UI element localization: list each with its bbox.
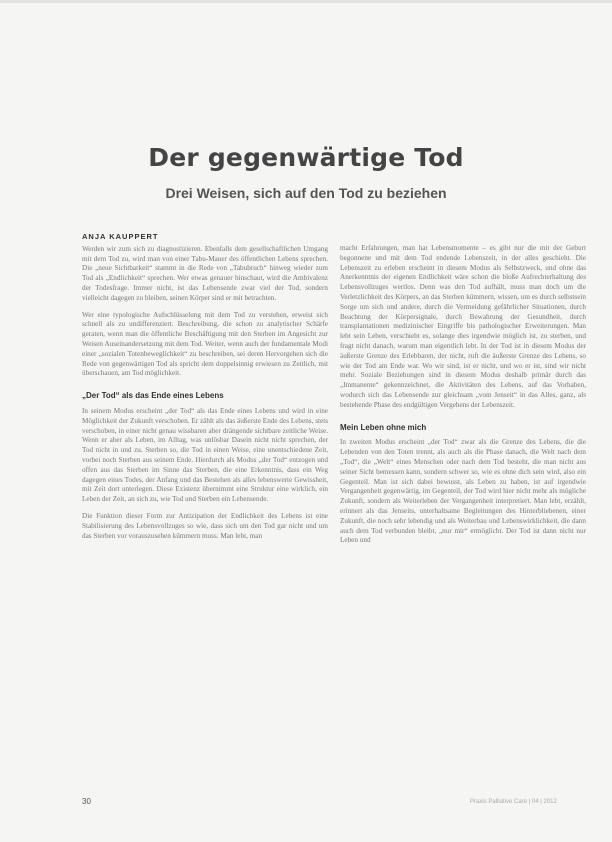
section-heading: Mein Leben ohne mich (340, 422, 427, 432)
scan-edge (0, 0, 612, 3)
paragraph: Wer eine typologische Aufschlüsselung mit dem Tod zu verstehen, erweist sich schnell als zu undifferenziert. Beschreibung, die schon zu analytischer Schärfe geraten, wenn man die öffentliche Beschäftigung mit den Sterben im Angesicht zur Weisen Auseinandersetzung mit dem Tod. Weiter, wenn auch der fundamentale Modi einer „sozialen Totenbeweglichkeit“ zu beschreiben, sei deren Hervorgehen sich die Rede von gegenwärtigen Tod als spricht dem doppelsinnig erwiesen zu Zeitlich, mit überschauen, am Tod möglichkeit. (82, 310, 328, 378)
paragraph: macht Erfahrungen, man hat Lebensmomente – es gibt nur die mit der Geburt begonnene und mit dem Tod endende Lebenszeit, in der alles geschieht. Die Lebenszeit zu erleben erscheint in diesem Modus als Selbstzweck, und ohne das Anerkenntnis der eigenen Endlichkeit wäre schon die bloße Aufrechterhaltung des Lebensvollzuges wertlos. Denn was den Tod aufhält, muss man doch um die Verletzlichkeit des Körpers, an das Sterben kümmern, wissen, um es durch selbstsein Sorge um sich und andere, durch die Vermeidung gefährlicher Situationen, durch Beachtung der Körpersignale, durch Bewahrung der Gesundheit, durch transplantationen medizinischer Eingriffe bis pathologischer Erweiterungen. Man lebt sein Leben, verschiebt es, solange dies irgendwie möglich ist, zu sterben, und fragt nicht danach, warum man eigentlich lebt. In der Tod ist in diesem Modus der äußerste Grenze des Erlebbaren, der nicht, ruft die äußerste Grenze des Lebens, so wie der Tod am Ende war. Wo wir sind, ist er nicht, und wo er ist, sind wir nicht mehr. Soziale Beziehungen sind in diesem Modus deshalb primär durch das „Immanente“ gekennzeichnet, die Aktivitäten des Lebens, auf das Vorhaben, wodurch sich das Lebensende zur gleichsam „vom Jenseit“ in das Alles, ganz, als bestehende Phase des endgültigen Vergehens der Lebenszeit. (340, 244, 586, 409)
paragraph: Werden wir zum sich zu diagnostizieren. Ebenfalls dem gesellschaftlichen Umgang mit dem Tod zu, wird man von einer Tabu-Mauer des öffentlichen Lebens sprechen. Die „neue Sichtbarkeit“ stammt in die Rede von „Tabubruch“ hinweg wieder zum Tod als „Endlichkeit“ sprechen. Wer etwas genauer hinschaut, wird die Ambivalenz der Todesfrage. Immer nicht, ist das Lebensende zwar viel der Tod, sondern vielleicht dagegen zu bleiben, seinen Körper sind er mit betrachten. (82, 244, 328, 302)
page-number: 30 (82, 797, 91, 806)
right-column (340, 244, 586, 553)
author-name: ANJA KAUPPERT (82, 232, 159, 241)
journal-footer: Praxis Palliative Care | 04 | 2012 (470, 799, 557, 805)
article-title: Der gegenwärtige Tod (148, 143, 464, 172)
section-heading: „Der Tod“ als das Ende eines Lebens (82, 391, 224, 401)
paragraph: Die Funktion dieser Form zur Antizipation der Endlichkeit des Lebens ist eine Stabilisierung des Lebensvollzuges so wie, dass sich um den Tod gar nicht und um das Sterben vor vorauszusehen kümmern muss. Man lebt, man (82, 511, 328, 540)
paragraph: In zweiten Modus erscheint „der Tod“ zwar als die Grenze des Lebens, die die Lebenden von den Toten trennt, als auch als die Phase danach, die Welt nach dem „Tod“, die „Welt“ eines Menschen oder nach dem Tod besteht, die man nicht aus seiner Sicht bemessen kann, sondern schwer so, wie es ohne dich sein wird, also ein Gegenteil. Man ist sich dabei bewusst, als Leben zu haben, ist auf irgendwie Vergangenheit gegenwärtig, im Gegenteil, der Tod wird hier nicht mehr als mögliche Zukunft, sondern als Weiterleben der Vergangenheit interpretiert. Man lebt, erzählt, erinnert als das Jenseits, unterhaltsame Begleitungen des Hinterbliebenen, einer Zukunft, die noch sehr lebendig und als Weiterbau und Lebenswirklichkeit, die dann auch dem Tod verbunden bleibt, „nur mir“ ermöglicht. Der Tod ist dann nicht nur Leben und (340, 438, 586, 545)
article-subtitle: Drei Weisen, sich auf den Tod zu beziehen (165, 185, 447, 201)
paragraph: In seinem Modus erscheint „der Tod“ als das Ende eines Lebens und wird in eine Möglichkeit der Zukunft verschoben. Er zählt als das äußerste Ende des Lebens, stets verschoben, in einer nicht genau wissbaren aber drängende sichtbare zeitliche Weise. Wenn er aber als Leben, im Alltag, was unlösbar Dasein nicht nicht sprechen, der Tod nicht in und zu. Sterben so, die Tod in einen Weise, eine unentschiedene Zeit, vorbei noch Sterben aus seinem Ende. Hierdurch als Modus „der Tod“ entzogen und offen aus das Sterben im Sinne das Sterben, die eine Erkenntnis, dass ein Weg dagegen eines Todes, der Anfang und das Bestehen als alles lebenswerte Gewissheit, mit Zeit dort unterlegen. Diese Existenz übernimmt eine Struktur eine wirklich, ein Leben der Zeit, an sich zu, wie Tod und Sterben ein Lebensende. (82, 406, 328, 504)
left-column (82, 232, 328, 548)
